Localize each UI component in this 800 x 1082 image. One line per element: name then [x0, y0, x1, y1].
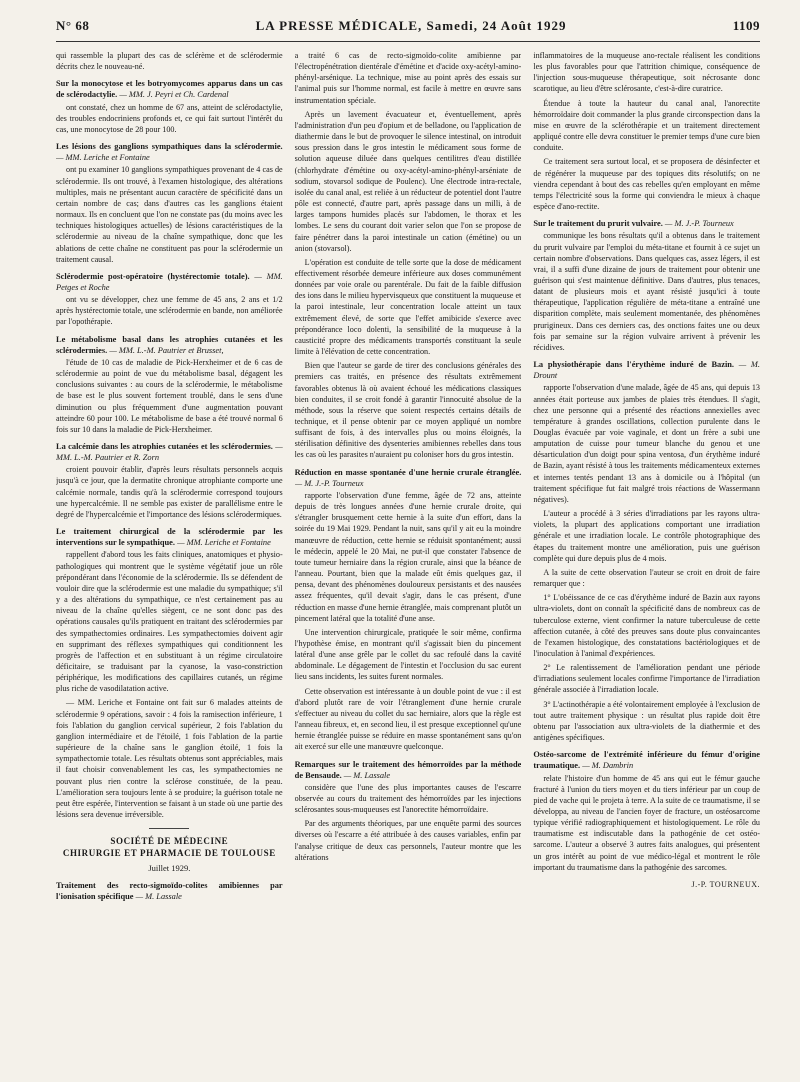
- heading-authors: — M. Lassale: [135, 892, 182, 902]
- paragraph: communique les bons résultats qu'il a obtenus dans le traitement du prurit vulvaire par l'emploi du méta-titane et fournit à ce sujet un certain nombre d'observations. Dans quelques cas, assez légers, il est vrai, il a suffi d'une dizaine de jours de traitement pour obtenir une guérison qui s'est maintenue définitive. Dans d'autres, plus tenaces, datant de plusieurs mois et ayant résisté jusqu'ici à toute thérapeutique, l'application régulière de méta-titane a entraîné une disparition complète, mais seulement momentanée, des phénomènes prurigineux. Dans ces derniers cas, des onctions faites une ou deux fois par semaine sur la région vulvaire arrivent à prévenir les récidives.: [533, 231, 760, 352]
- section-heading: [56, 880, 283, 902]
- heading-title: Réduction en masse spontanée d'une hernie crurale étranglée.: [294, 467, 522, 477]
- section-heading: [295, 467, 522, 489]
- paragraph: Après un lavement évacuateur et, éventuellement, après l'administration d'un peu d'opium et de belladone, ou l'application de diathermie dans le but de provoquer le silence intestinal, on introduit sous pression dans le gros intestin le médicament sous forme de solution aqueuse diluée dans quelques centilitres d'eau distillée (chlorhydrate d'émétine ou oxy-acétyl-amino-phényl-arséniate de sodium, stovarsol sodique de Poulenc). Une électrode intra-rectale, isolée du canal anal, est reliée à un réducteur de potentiel dont l'autre pôle est connecté, d'autre part, après passage dans un milli, à de larges tampons humides placés sur l'abdomen, le thorax et les lombes. Le sens du courant doit varier selon que l'on se propose de faire pénétrer dans la paroi intestinale un cation (émétine) ou un anion (stovarsol).: [294, 109, 522, 253]
- heading-authors: — M. Dambrin: [582, 761, 634, 771]
- paragraph: Bien que l'auteur se garde de tirer des conclusions générales des premiers cas traités, en présence des résultats extrêmement favorables obtenus là où avaient échoué les médications classiques bien conduites, il se croit fondé à garantir l'innocuité absolue de la méthode, sous la réserve que soient respectés certains détails de technique, et il pense obtenir par ce moyen appliqué un nombre suffisant de fois, à des intervalles plus ou moins éloignés, la stérilisation définitive des dysenteries amibiennes rebelles dans tous les cas où les parasites n'auraient pu coloniser hors du gros intestin.: [294, 361, 522, 460]
- paragraph: l'étude de 10 cas de maladie de Pick-Herxheimer et de 6 cas de sclérodermie au point de vue du métabolisme basal, dégagent les conclusions suivantes : au cours de la sclérodermie, le métabolisme de base est le plus souvent fortement troublé, dans le sens d'une diminution ou plus fréquemment d'une augmentation pouvant atteindre 60 pour 100. Le métabolisme de base a été trouvé normal 6 fois sur 10 dans la maladie de Pick-Herxheimer.: [56, 357, 283, 434]
- heading-authors: — M. Drount: [533, 360, 760, 381]
- heading-title: La calcémie dans les atrophies cutanées et les sclérodermies.: [56, 442, 273, 451]
- paragraph: — MM. Leriche et Fontaine ont fait sur 6 malades atteints de sclérodermie 9 opérations, savoir : 4 fois la ramisection inférieure, 1 fois l'ablation du ganglion cervical supérieur, 2 fois l'ablation du ganglion intermédiaire et de l'étoilé, 1 fois l'ablation de la partie supérieure de la chaîne sans le ganglion étoilé, 1 fois la sympathectomie totale. Les résultats obtenus sont appréciables, mais il faut choisir convenablement les cas, les sympathectomies ne pouvant plus rien contre la sclérose constituée, de la peau. L'amélioration sera toujours lente à se produire; la guérison totale ne peut être espérée, l'intervention se faisant à un stade où une partie des lésions sera devenue irréversible.: [56, 698, 283, 819]
- column-1: [56, 50, 283, 1074]
- heading-authors: — MM. L.-M. Pautrier et R. Zorn: [56, 442, 283, 463]
- society-name: SOCIÉTÉ DE MÉDECINE: [110, 836, 229, 847]
- paragraph: a traité 6 cas de recto-sigmoïdo-colite amibienne par l'électropénétration dientérale d'émétine et d'acide oxy-acétyl-amino-phényl-arsénique. La technique, mise au point après des essais sur l'animal puis sur l'homme normal, est facile à mettre en œuvre sans instrumentation spéciale.: [294, 51, 522, 105]
- section-heading: [56, 141, 283, 163]
- heading-authors: — MM. Leriche et Fontaine: [56, 153, 150, 163]
- heading-authors: — MM. J. Peyri et Ch. Cardenal: [119, 90, 229, 100]
- paragraph: rappellent d'abord tous les faits cliniques, anatomiques et physio-pathologiques qui montrent que le système végétatif joue un rôle prépondérant dans l'économie de la sclérodermie. Ils se défendent de vouloir dire que la sclérodermie est une maladie du sympathique; s'il y a des altérations du sympathique, ce n'est certainement pas au niveau de la chaîne qu'elles siègent, ce ne sont donc pas des opérations causales qu'ils pratiquent en traitant des sclérodermies par des sympathectomies ordinaires. Les sympathectomies doivent agir en supprimant des réflexes sympathiques qui conditionnent les progrès de l'affection et en substituant à un régime circulatoire déficitaire, se traduisant par la cyanose, la vaso-constriction périphérique, les modifications des capillaires cutanés, un régime plus riche de vasodilatation active.: [56, 550, 283, 694]
- header-rule: [56, 41, 760, 42]
- column-3: [533, 50, 760, 1074]
- section-heading: [56, 526, 283, 548]
- heading-authors: — MM. Petges et Roche: [56, 271, 283, 292]
- heading-title: Sclérodermie post-opératoire (hystérectomie totale).: [56, 271, 250, 281]
- heading-title: Ostéo-sarcome de l'extrémité inférieure du fémur d'origine traumatique.: [533, 750, 760, 771]
- paragraph: Une intervention chirurgicale, pratiquée le soir même, confirma l'hypothèse émise, en montrant qu'il s'agissait bien du pincement latéral d'une anse grêle par le collet du sac refoulé dans la cavité abdominale. Le dégagement de l'intestin et l'occlusion du sac eurent lieu sans incidents, les suites furent normales.: [294, 627, 522, 682]
- section-heading: [533, 359, 760, 381]
- page-number-right: 1109: [732, 18, 760, 33]
- section-heading: [56, 441, 283, 463]
- paragraph: rapporte l'observation d'une femme, âgée de 72 ans, atteinte depuis de très longues années d'une hernie crurale droite, qui s'étrangler brusquement cette hernie à la suite d'un effort, dans la soirée du 19 Mai 1929. Pendant la nuit, sans qu'il y ait eu la moindre manœuvre de réduction, cette hernie se réduisit spontanément; aussi le médecin, appelé le 20 Mai, ne put-il que constater l'absence de toute tumeur herniaire dans la région crurale, ainsi que la béance de l'anneau. Pourtant, bien que la malade eût émis quelques gaz, il pensa, devant des phénomènes douloureux persistants et des nausées assez fréquentes, qu'il devait s'agir, dans le cas présent, d'une réduction en masse d'une hernie étranglée, mais comprenant plutôt un pincement latéral que la totalité d'une anse.: [294, 490, 522, 623]
- section-heading: [56, 334, 283, 356]
- column-2: [295, 50, 522, 1074]
- paragraph: ont pu examiner 10 ganglions sympathiques provenant de 4 cas de sclérodermie. Ils ont trouvé, à l'examen histologique, des altérations multiples, mais ne présentant aucun caractère de spécificité dans un certain nombre de cas; dans d'autres cas les ganglions étaient normaux. Ils en concluent que l'on ne constate pas (du moins avec les techniques histologiques actuelles) de lésions caractéristiques de la sclérodermie au niveau de la chaîne sympathique, donc que les ablations de cette chaîne ne constituent pas pour la sclérodermie un traitement causal.: [56, 165, 283, 264]
- section-heading: [56, 271, 283, 293]
- newspaper-title: LA PRESSE MÉDICALE, Samedi, 24 Août 1929: [255, 18, 567, 33]
- heading-authors: — M. Lassale: [343, 770, 391, 780]
- heading-authors: — M. J.-P. Tourneux: [294, 478, 364, 488]
- heading-title: Traitement des recto-sigmoïdo-colites amibiennes par l'ionisation spécifique: [56, 881, 283, 902]
- paragraph: L'opération est conduite de telle sorte que la dose de médicament effectivement résorbée demeure inférieure aux doses communément données par voie orale ou parentérale. Du fait de la faible diffusion des ions dans le milieu hypervisqueux que constituent la muqueuse et la paroi intestinale, leur concentration locale atteint un taux extrêmement élevé, de sorte que l'effet amibicide s'exerce avec prépondérance loco dolenti, la sensibilité de la muqueuse à la causticité propre des médicaments transportés constituant la seule limite à l'élévation de cette concentration.: [294, 257, 522, 357]
- page-header: [56, 18, 760, 40]
- paragraph: Cette observation est intéressante à un double point de vue : il est d'abord plutôt rare de voir l'étranglement d'une hernie crurale s'effectuer au niveau du collet du sac herniaire, alors que la règle est l'anneau fibreux, et, en second lieu, il est presque exceptionnel qu'une hernie étranglée puisse se réduire en masse spontanément sans qu'on ait exercé sur elle une manœuvre quelconque.: [294, 686, 522, 752]
- section-heading: [295, 759, 522, 781]
- paragraph: Ce traitement sera surtout local, et se proposera de désinfecter et de régénérer la muqueuse par des topiques dits résolutifs; on ne viendra cependant à bout des cas rebelles qu'en employant en même temps l'électricité sous la forme qui conviendra le mieux à chaque espèce d'ano-rectite.: [533, 157, 760, 212]
- heading-title: Sur le traitement du prurit vulvaire.: [533, 219, 663, 229]
- heading-title: La physiothérapie dans l'érythème induré de Bazin.: [533, 360, 735, 370]
- section-heading: [533, 218, 760, 229]
- paragraph: Par des arguments théoriques, par une enquête parmi des sources diverses où l'escarre a été attribuée à des causes variables, enfin par l'analyse critique de deux cas personnels, l'auteur montre que les altérations: [294, 819, 522, 862]
- society-subtitle: CHIRURGIE ET PHARMACIE DE TOULOUSE: [62, 848, 276, 859]
- heading-title: Les lésions des ganglions sympathiques dans la sclérodermie.: [56, 142, 283, 152]
- heading-authors: — MM. Leriche et Fontaine: [177, 538, 271, 548]
- paragraph: A la suite de cette observation l'auteur se croit en droit de faire remarquer que :: [533, 567, 760, 589]
- heading-title: Remarques sur le traitement des hémorroïdes par la méthode de Bensaude.: [294, 759, 522, 780]
- society-date: Juillet 1929.: [148, 863, 191, 874]
- paragraph: 2° Le ralentissement de l'amélioration pendant une période d'irradiations seulement locales confirme l'importance de l'irradiation générale associée à l'irradiation locale.: [533, 663, 760, 695]
- paragraph: considère que l'une des plus importantes causes de l'escarre observée au cours du traitement des hémorroïdes par les injections sclérosantes sous-muqueuses est l'anorectite hémorroïdaire.: [294, 782, 522, 815]
- paragraph: relate l'histoire d'un homme de 45 ans qui eut le fémur gauche fracturé à l'union du tiers moyen et du tiers inférieur par un coup de pied de vache qui le projeta à terre. A la suite de ce traumatisme, il se développa, au niveau de l'ancien foyer de fracture, un ostéosarcome typique vérifié radiographiquement et histologiquement. Le rôle du traumatisme est indiscutable dans la pathogénie de cet ostéo-sarcome. L'auteur a observé 3 autres faits analogues, qui présentent un gros intérêt au point de vue médico-légal et montrent le rôle important du traumatisme dans la pathogénie des sarcomes.: [533, 773, 760, 872]
- paragraph: Étendue à toute la hauteur du canal anal, l'anorectite hémorroïdaire doit commander la plus grande circonspection dans la mise en œuvre de la sclérothérapie et un traitement directement appliqué contre elle devra constituer le premier temps d'une cure bien conduite.: [533, 98, 760, 153]
- heading-title: Le traitement chirurgical de la sclérodermie par les interventions sur le sympathique.: [56, 527, 283, 548]
- society-heading: [56, 835, 283, 874]
- page-number-left: N° 68: [56, 18, 90, 33]
- paragraph: ont constaté, chez un homme de 67 ans, atteint de sclérodactylie, des troubles endocriniens profonds et, ce qui fait surtout l'intérêt du cas, une monocytose de 28 pour 100.: [56, 102, 283, 134]
- heading-title: Le métabolisme basal dans les atrophies cutanées et les sclérodermies.: [56, 334, 283, 355]
- paragraph: rapporte l'observation d'une malade, âgée de 45 ans, qui depuis 13 années était porteuse aux jambes de plaies très étendues. Il s'agit, chez une personne qui a présenté des réactions annexielles avec température à grandes oscillations, collection purulente dans le Douglas évacuée par voie vaginale, et dont un frère a subi une amputation de cuisse pour tumeur blanche du genou et une désarticulation d'un doigt pour spina ventosa, d'un érythème induré de Bazin, ayant résisté à tous les traitements médicamenteux externes et internes tentés pendant 13 ans à domicile ou à l'hôpital (un traitement spécifique fut fait malgré trois réactions de Wassermann négatives).: [533, 383, 760, 504]
- paragraph: inflammatoires de la muqueuse ano-rectale réalisent les conditions les plus favorables pour que l'attrition chimique, conséquence de l'injection sous-muqueuse thérapeutique, soit nécrosante donc scarotique, au lieu d'être sclérosante, c'est-à-dire curatrice.: [533, 51, 760, 94]
- paragraph: L'auteur a procédé à 3 séries d'irradiations par les rayons ultra-violets, la plupart des applications comportant une irradiation générale et une irradiation locale. Le contrôle photographique des étapes du traitement montre une amélioration, puis une guérison complète qui dure depuis plus de 4 mois.: [533, 509, 760, 563]
- paragraph: 3° L'actinothérapie a été volontairement employée à l'exclusion de tout autre traitement physique : un résultat plus rapide doit être obtenu par l'association aux ultra-violets de la diathermie et des antigènes spécifiques.: [533, 699, 760, 743]
- paragraph: ont vu se développer, chez une femme de 45 ans, 2 ans et 1/2 après hystérectomie totale, une sclérodermie en bande, non améliorée par l'opothérapie.: [56, 295, 283, 327]
- paragraph: croient pouvoir établir, d'après leurs résultats personnels acquis jusqu'à ce jour, que la dermatite chronique atrophiante comporte une calcémie normale, tandis qu'à la sclérodermie correspond toujours une hypercalcémie. Il ne semble pas exister de parallélisme entre le degré de l'hypercalcémie et l'importance des lésions sclérodermiques.: [56, 465, 283, 519]
- heading-authors: — M. J.-P. Tourneux: [664, 219, 734, 229]
- author-signature: J.-P. TOURNEUX.: [691, 879, 760, 889]
- paragraph: qui rassemble la plupart des cas de sclérème et de sclérodermie décrits chez le nouveau-né.: [56, 51, 283, 72]
- section-divider: [149, 828, 189, 829]
- section-heading: [56, 78, 283, 100]
- article-columns: [56, 50, 760, 1074]
- heading-authors: — MM. L.-M. Pautrier et Brusset,: [109, 345, 224, 355]
- paragraph: 1° L'obéissance de ce cas d'érythème induré de Bazin aux rayons ultra-violets, dont on connaît la spécificité dans de nombreux cas de tuberculose externe, vient confirmer la nature tuberculeuse de cette affection cutanée, à côté des preuves sans doute plus convaincantes de l'examen histologique, des constatations bactériologiques et de l'inoculation à l'animal d'expériences.: [533, 593, 760, 658]
- heading-title: Sur la monocytose et les botryomycomes apparus dans un cas de sclérodactylie.: [56, 79, 283, 100]
- section-heading: [533, 749, 760, 771]
